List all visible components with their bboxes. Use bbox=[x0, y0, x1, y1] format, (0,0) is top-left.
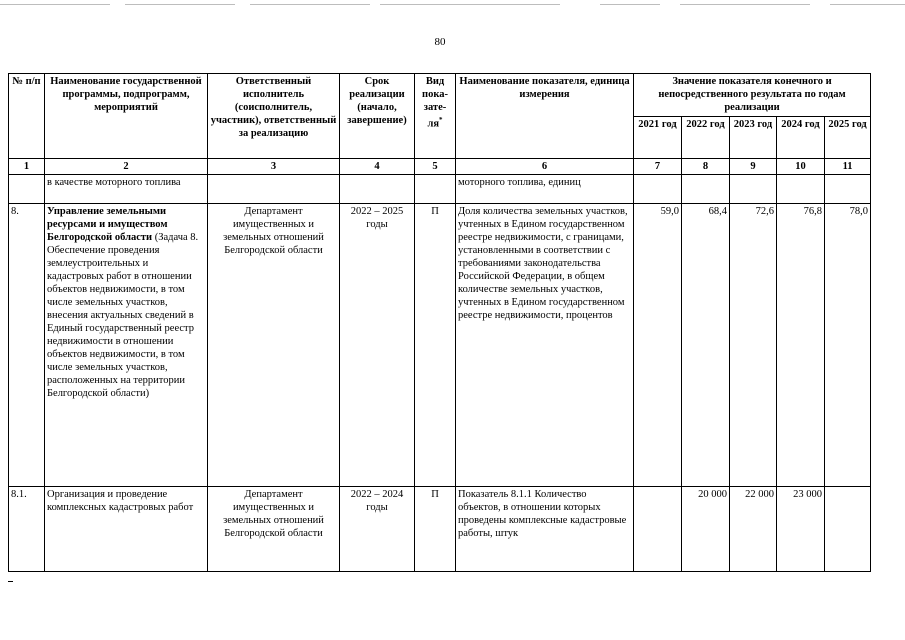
column-number: 6 bbox=[456, 159, 634, 175]
row-responsible: Департамент имущественных и земельных отношений Белгородской области bbox=[208, 204, 340, 487]
top-rule bbox=[380, 4, 560, 5]
header-program: Наименование государственной программы, подпрограмм, мероприятий bbox=[45, 74, 208, 159]
top-rule bbox=[250, 4, 370, 5]
row-indicator: Доля количества земельных участков, учтенных в Едином государственном реестре недвижимости, с границами, установленными в соответствии с требованиями законодательства Российской Федерации, в общем количестве земельных участков, учтенных в Едином государственном реестре недвижимости, процентов bbox=[456, 204, 634, 487]
row-value-2023: 22 000 bbox=[730, 487, 777, 572]
row-type: П bbox=[415, 204, 456, 487]
row-term bbox=[340, 175, 415, 204]
year-2021: 2021 год bbox=[634, 117, 682, 159]
bottom-mark bbox=[8, 581, 13, 582]
top-rule bbox=[600, 4, 660, 5]
row-program: Организация и проведение комплексных кадастровых работ bbox=[45, 487, 208, 572]
header-type-label: Вид пока-зате-ля bbox=[422, 76, 448, 130]
row-value-2025 bbox=[825, 175, 871, 204]
header-row bbox=[9, 74, 871, 117]
row-value-2024: 76,8 bbox=[777, 204, 825, 487]
column-number: 8 bbox=[682, 159, 730, 175]
top-rule bbox=[680, 4, 810, 5]
row-indicator: моторного топлива, единиц bbox=[456, 175, 634, 204]
top-rule bbox=[125, 4, 235, 5]
row-value-2023: 72,6 bbox=[730, 204, 777, 487]
row-responsible: Департамент имущественных и земельных отношений Белгородской области bbox=[208, 487, 340, 572]
row-value-2025: 78,0 bbox=[825, 204, 871, 487]
header-num: № п/п bbox=[9, 74, 45, 159]
column-number: 3 bbox=[208, 159, 340, 175]
row-num bbox=[9, 175, 45, 204]
row-value-2024: 23 000 bbox=[777, 487, 825, 572]
header-values: Значение показателя конечного и непосредственного результата по годам реализации bbox=[634, 74, 871, 117]
row-value-2021: 59,0 bbox=[634, 204, 682, 487]
row-type: П bbox=[415, 487, 456, 572]
row-value-2025 bbox=[825, 487, 871, 572]
column-number: 4 bbox=[340, 159, 415, 175]
year-2022: 2022 год bbox=[682, 117, 730, 159]
column-number: 7 bbox=[634, 159, 682, 175]
row-num: 8.1. bbox=[9, 487, 45, 572]
row-program: (Задача 8. Обеспечение проведения землеустроительных и кадастровых работ в отношении объектов недвижимости, в том числе земельных участков, внесения актуальных сведений в Единый государственный реестр недвижимости в отношении объектов недвижимости, в том числе земельных участков, расположенных на территории Белгородской области) bbox=[47, 232, 199, 399]
top-rule bbox=[830, 4, 905, 5]
year-2024: 2024 год bbox=[777, 117, 825, 159]
column-number: 2 bbox=[45, 159, 208, 175]
row-term: 2022 – 2024 годы bbox=[340, 487, 415, 572]
table-row bbox=[9, 487, 871, 572]
row-type bbox=[415, 175, 456, 204]
header-responsible: Ответственный исполнитель (соисполнитель, участник), ответственный за реализацию bbox=[208, 74, 340, 159]
row-program: в качестве моторного топлива bbox=[45, 175, 208, 204]
row-num: 8. bbox=[9, 204, 45, 487]
row-value-2022: 68,4 bbox=[682, 204, 730, 487]
column-number: 5 bbox=[415, 159, 456, 175]
row-indicator: Показатель 8.1.1 Количество объектов, в отношении которых проведены комплексные кадастровые работы, штук bbox=[456, 487, 634, 572]
column-number: 10 bbox=[777, 159, 825, 175]
year-2025: 2025 год bbox=[825, 117, 871, 159]
row-responsible bbox=[208, 175, 340, 204]
row-value-2024 bbox=[777, 175, 825, 204]
column-number: 1 bbox=[9, 159, 45, 175]
row-value-2021 bbox=[634, 487, 682, 572]
year-2023: 2023 год bbox=[730, 117, 777, 159]
row-value-2022 bbox=[682, 175, 730, 204]
header-type bbox=[415, 74, 456, 159]
column-number: 11 bbox=[825, 159, 871, 175]
page-number: 80 bbox=[434, 36, 446, 48]
row-value-2023 bbox=[730, 175, 777, 204]
table-row bbox=[9, 175, 871, 204]
row-value-2021 bbox=[634, 175, 682, 204]
header-indicator: Наименование показателя, единица измерения bbox=[456, 74, 634, 159]
row-program-cell bbox=[45, 204, 208, 487]
top-rule bbox=[0, 4, 110, 5]
header-type-mark: * bbox=[439, 116, 443, 124]
column-number: 9 bbox=[730, 159, 777, 175]
table-row bbox=[9, 204, 871, 487]
header-term: Срок реализации (начало, завершение) bbox=[340, 74, 415, 159]
row-value-2022: 20 000 bbox=[682, 487, 730, 572]
row-term: 2022 – 2025 годы bbox=[340, 204, 415, 487]
column-numbers-row bbox=[9, 159, 871, 175]
row-program-title: Управление земельными ресурсами и имуществом Белгородской области bbox=[47, 206, 168, 243]
indicators-table bbox=[8, 73, 871, 572]
